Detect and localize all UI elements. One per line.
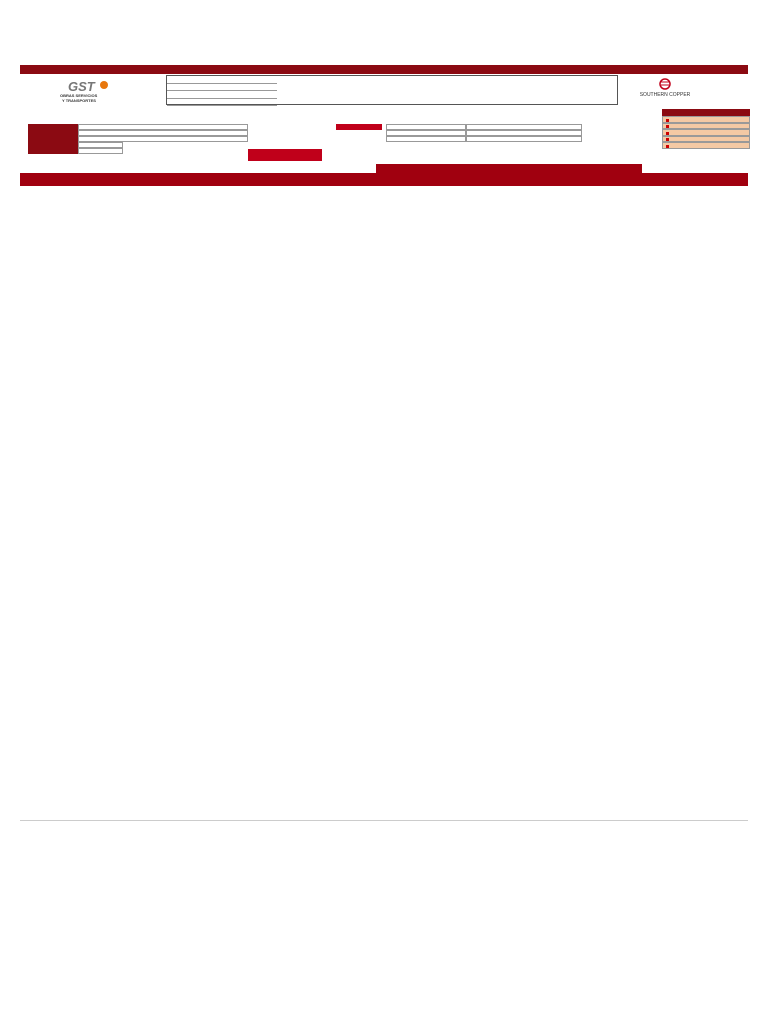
hierarchy-of-controls — [662, 109, 750, 149]
svg-text:SOUTHERN COPPER: SOUTHERN COPPER — [639, 92, 691, 98]
table-header — [20, 173, 748, 186]
evaluate-team-label — [336, 124, 382, 130]
hazard-table-page-1 — [20, 186, 748, 476]
protection-header — [376, 164, 642, 173]
hierarchy-item — [662, 116, 750, 123]
hierarchy-item — [662, 129, 750, 136]
gst-logo — [58, 78, 128, 104]
svg-text:OBRAS SERVICIOS: OBRAS SERVICIOS — [60, 93, 98, 98]
iper-review-number — [248, 149, 322, 161]
evaluation-team — [386, 124, 582, 142]
doc-edition — [167, 84, 277, 92]
hierarchy-item — [662, 123, 750, 130]
hierarchy-title — [662, 109, 750, 116]
svg-text:Y TRANSPORTES: Y TRANSPORTES — [62, 98, 96, 103]
doc-page — [167, 99, 277, 107]
doc-code — [167, 76, 277, 84]
svg-text:GST: GST — [68, 79, 95, 94]
process-metadata — [28, 124, 248, 154]
document-info — [166, 75, 618, 105]
hierarchy-item — [662, 142, 750, 149]
southern-copper-logo — [630, 76, 700, 104]
doc-date — [167, 91, 277, 99]
hierarchy-item — [662, 136, 750, 143]
hazard-table-page-2 — [20, 812, 748, 1024]
document-title — [20, 65, 748, 74]
